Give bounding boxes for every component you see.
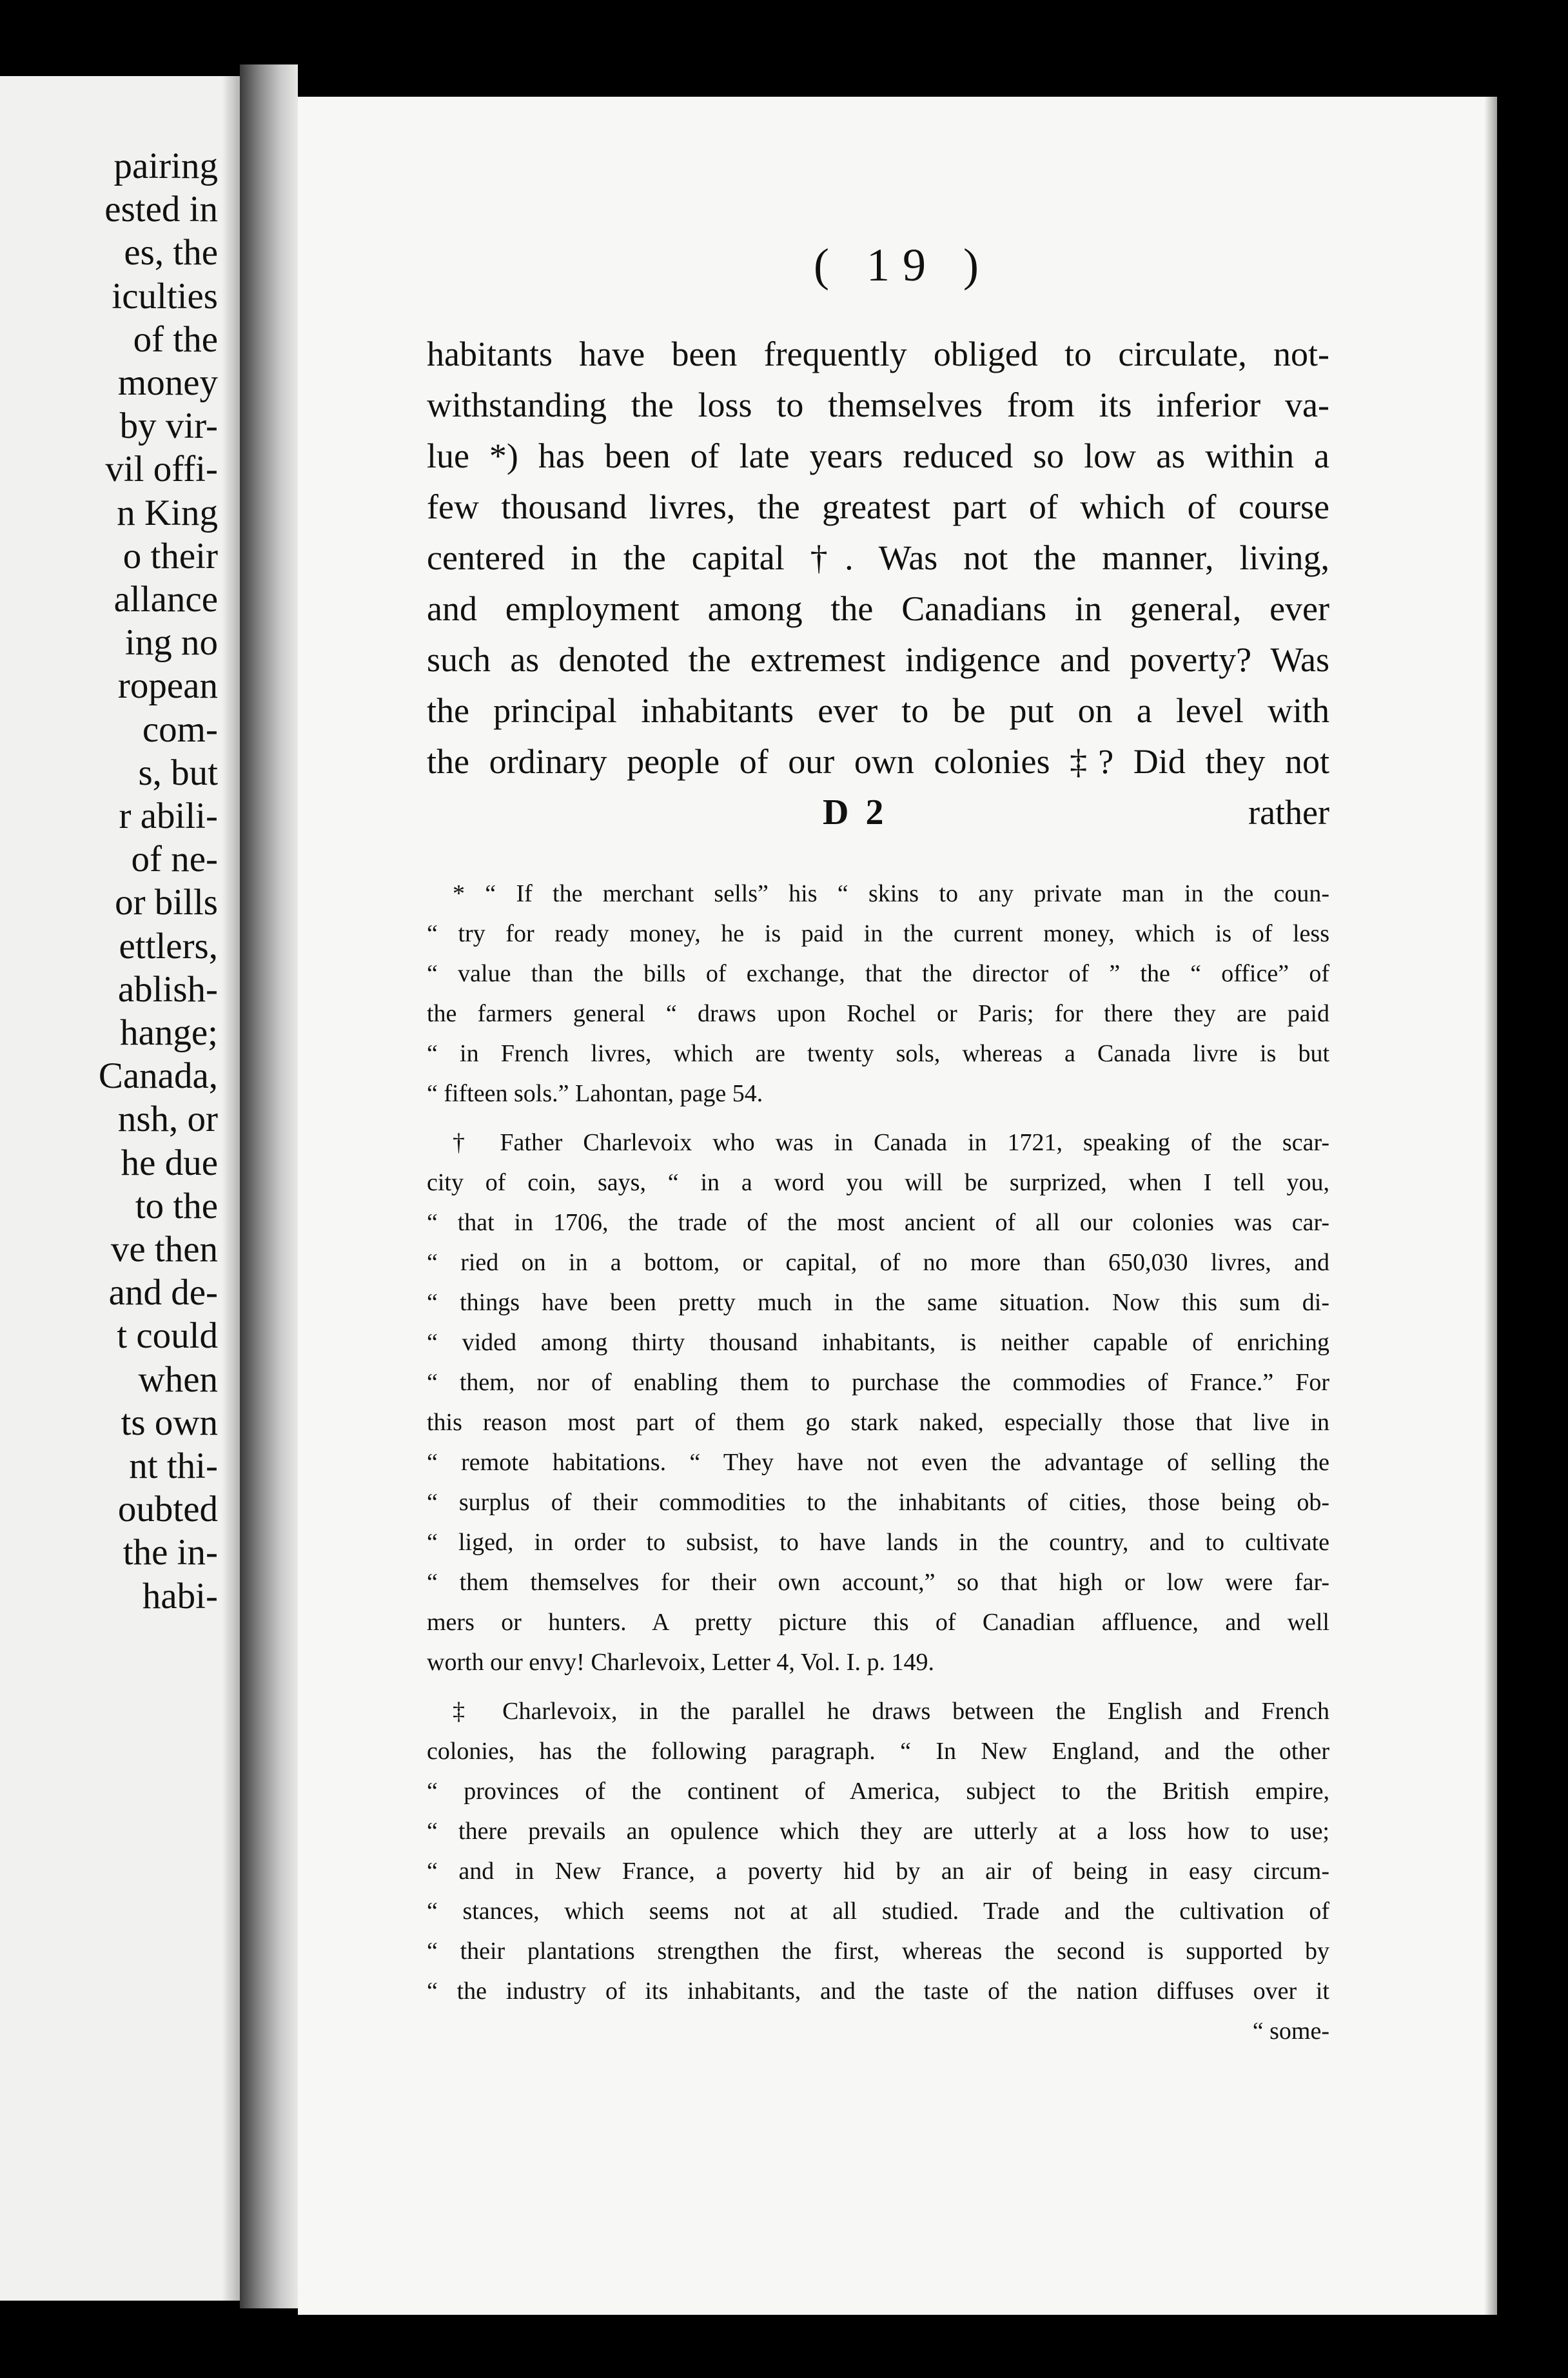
footnote	[427, 1691, 1329, 2011]
left-page-line: the in-	[122, 1532, 218, 1573]
footnote-line: “ there prevails an opulence which they are utterly at a loss how to use;	[427, 1818, 1329, 1845]
footnote-line: colonies, has the following paragraph. “ In New England, and the other	[427, 1738, 1329, 1765]
left-page-line: nt thi-	[129, 1446, 218, 1486]
page-edge-shadow	[1484, 97, 1497, 2315]
text-line: the ordinary people of our own colonies ‡? Did they not	[427, 742, 1329, 781]
footnote-line: “ in French livres, which are twenty sols, whereas a Canada livre is but	[427, 1040, 1329, 1067]
left-page-line: iculties	[112, 275, 218, 317]
left-page-line: hange;	[120, 1012, 218, 1053]
footnote-line: “ that in 1706, the trade of the most ancient of all our colonies was car-	[427, 1209, 1329, 1236]
left-page-line: o their	[122, 535, 218, 576]
left-page-line: es, the	[124, 232, 218, 273]
text-line: lue *) has been of late years reduced so low as within a	[427, 437, 1329, 475]
footnote	[427, 1123, 1329, 1682]
left-page-line: vil offi-	[105, 449, 218, 490]
footnote-line: “ things have been pretty much in the same situation. Now this sum di-	[427, 1289, 1329, 1316]
footnote-line: “ fifteen sols.” Lahontan, page 54.	[427, 1080, 763, 1107]
left-page-line: money	[117, 362, 218, 403]
text-line: habitants have been frequently obliged to circulate, not-	[427, 335, 1329, 373]
footnote-line: “ ried on in a bottom, or capital, of no more than 650,030 livres, and	[427, 1249, 1329, 1276]
footnote-gap	[427, 1682, 1329, 1691]
left-page	[0, 76, 240, 2301]
left-page-line: to the	[135, 1185, 218, 1226]
text-line: withstanding the loss to themselves from its inferior va-	[427, 386, 1329, 424]
main-text	[427, 329, 1329, 839]
footnote-line: † Father Charlevoix who was in Canada in 1721, speaking of the scar-	[453, 1129, 1329, 1156]
left-page-line: ested in	[104, 189, 218, 230]
gutter-shadow	[222, 76, 240, 2301]
footnote-blocks	[427, 874, 1329, 2011]
footnote-line: “ the industry of its inhabitants, and the taste of the nation diffuses over it	[427, 1978, 1329, 2005]
left-page-line: of the	[133, 319, 218, 360]
left-page-line: s, but	[138, 752, 218, 793]
footnote-line: “ remote habitations. “ They have not even the advantage of selling the	[427, 1449, 1329, 1476]
signature-row	[427, 787, 1329, 839]
left-page-line: of ne-	[131, 839, 218, 880]
catchword: rather	[1248, 793, 1329, 832]
footnote-line: this reason most part of them go stark naked, especially those that live in	[427, 1409, 1329, 1436]
left-page-line: ettlers,	[119, 925, 218, 967]
left-page-line: ts own	[121, 1402, 218, 1443]
footnote-line: “ stances, which seems not at all studied. Trade and the cultivation of	[427, 1898, 1329, 1925]
footnote-line: “ value than the bills of exchange, that the director of ” the “ office” of	[427, 960, 1329, 987]
signature-mark: D 2	[823, 792, 888, 832]
footnote-line: the farmers general “ draws upon Rochel or Paris; for there they are paid	[427, 1000, 1329, 1027]
left-page-line: n King	[117, 492, 218, 533]
left-page-line: pairing	[113, 146, 218, 186]
footnote-line: “ their plantations strengthen the first, whereas the second is supported by	[427, 1938, 1329, 1965]
footnote-line: “ liged, in order to subsist, to have lands in the country, and to cultivate	[427, 1529, 1329, 1556]
left-page-line: t could	[117, 1315, 218, 1357]
left-page-line: ve then	[110, 1229, 218, 1270]
footnote-line: “ surplus of their commodities to the inhabitants of cities, those being ob-	[427, 1489, 1329, 1516]
text-line: few thousand livres, the greatest part of which of course	[427, 487, 1329, 526]
footnote-catchword: “ some-	[1252, 2018, 1329, 2045]
footnote-line: “ them themselves for their own account,” so that high or low were far-	[427, 1569, 1329, 1596]
footnote-line: mers or hunters. A pretty picture this of Canadian affluence, and well	[427, 1609, 1329, 1636]
left-page-line: ing no	[124, 622, 218, 663]
left-page-line: ropean	[117, 665, 218, 707]
left-page-line: habi-	[142, 1575, 218, 1616]
footnote-line: worth our envy! Charlevoix, Letter 4, Vol. I. p. 149.	[427, 1649, 934, 1676]
left-page-line: r abili-	[119, 796, 218, 836]
main-text-lines	[427, 329, 1329, 787]
left-page-line: com-	[142, 709, 218, 750]
left-page-line: and de-	[108, 1272, 218, 1313]
left-page-line: or bills	[115, 882, 218, 923]
footnote-gap	[427, 1114, 1329, 1123]
footnote-line: ‡ Charlevoix, in the parallel he draws between the English and French	[453, 1698, 1329, 1725]
book-gutter	[240, 64, 298, 2308]
left-page-line: he due	[121, 1142, 218, 1183]
text-line: such as denoted the extremest indigence and poverty? Was	[427, 640, 1329, 679]
footnote-line: * “ If the merchant sells” his “ skins to any private man in the coun-	[453, 880, 1329, 907]
left-page-line: allance	[113, 579, 218, 620]
text-line: centered in the capital †. Was not the manner, living,	[427, 538, 1329, 577]
page-number: ( 19 )	[814, 239, 992, 291]
footnote-line: “ try for ready money, he is paid in the current money, which is of less	[427, 920, 1329, 947]
left-page-line: when	[138, 1359, 218, 1400]
left-page-line: by vir-	[119, 406, 218, 447]
text-line: and employment among the Canadians in general, ever	[427, 589, 1329, 628]
text-line: the principal inhabitants ever to be put on a level with	[427, 691, 1329, 730]
left-page-line: nsh, or	[117, 1099, 218, 1140]
footnote-line: city of coin, says, “ in a word you will be surprized, when I tell you,	[427, 1169, 1329, 1196]
left-page-line: ablish-	[117, 968, 218, 1010]
footnote-line: “ vided among thirty thousand inhabitants, is neither capable of enriching	[427, 1329, 1329, 1356]
left-page-line: oubted	[117, 1489, 218, 1530]
footnote-line: “ and in New France, a poverty hid by an air of being in easy circum-	[427, 1858, 1329, 1885]
footnote-line: “ them, nor of enabling them to purchase the commodies of France.” For	[427, 1369, 1329, 1396]
right-page	[298, 97, 1497, 2315]
footnotes	[427, 874, 1329, 2051]
footnote	[427, 874, 1329, 1114]
footnote-line: “ provinces of the continent of America, subject to the British empire,	[427, 1778, 1329, 1805]
left-page-line: Canada,	[98, 1056, 218, 1097]
